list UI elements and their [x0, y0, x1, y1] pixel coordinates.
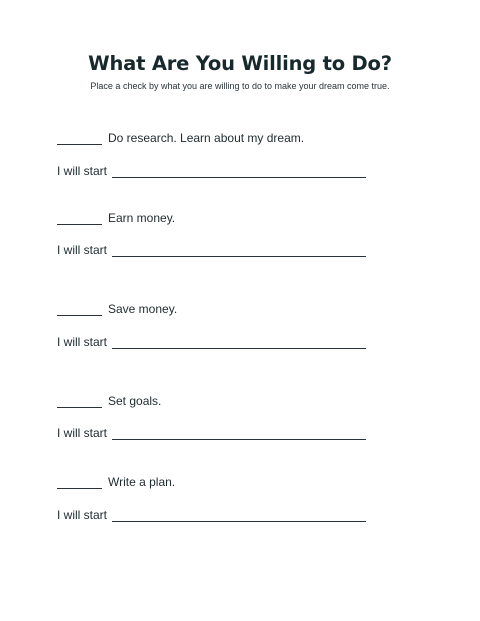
start-label: I will start: [57, 335, 108, 349]
task-label: Do research. Learn about my dream.: [108, 131, 305, 145]
start-row: [57, 333, 366, 349]
check-blank[interactable]: [57, 394, 102, 408]
check-blank[interactable]: [57, 302, 102, 316]
start-blank[interactable]: [112, 164, 366, 178]
task-row: [57, 473, 175, 489]
task-row: [57, 300, 177, 316]
start-row: [57, 424, 366, 440]
task-row: [57, 392, 161, 408]
start-blank[interactable]: [112, 243, 366, 257]
start-row: [57, 506, 366, 522]
start-label: I will start: [57, 508, 108, 522]
check-blank[interactable]: [57, 211, 102, 225]
check-blank[interactable]: [57, 475, 102, 489]
check-blank[interactable]: [57, 131, 102, 145]
page-subtitle: Place a check by what you are willing to do to make your dream come true.: [90, 81, 390, 91]
task-label: Write a plan.: [108, 475, 176, 489]
task-row: [57, 209, 175, 225]
task-label: Earn money.: [108, 211, 176, 225]
start-label: I will start: [57, 243, 108, 257]
start-row: [57, 241, 366, 257]
start-row: [57, 162, 366, 178]
start-label: I will start: [57, 164, 108, 178]
task-label: Save money.: [108, 302, 178, 316]
page-title: What Are You Willing to Do?: [88, 52, 392, 75]
start-blank[interactable]: [112, 426, 366, 440]
task-label: Set goals.: [108, 394, 162, 408]
start-blank[interactable]: [112, 508, 366, 522]
start-blank[interactable]: [112, 335, 366, 349]
start-label: I will start: [57, 426, 108, 440]
task-row: [57, 129, 304, 145]
